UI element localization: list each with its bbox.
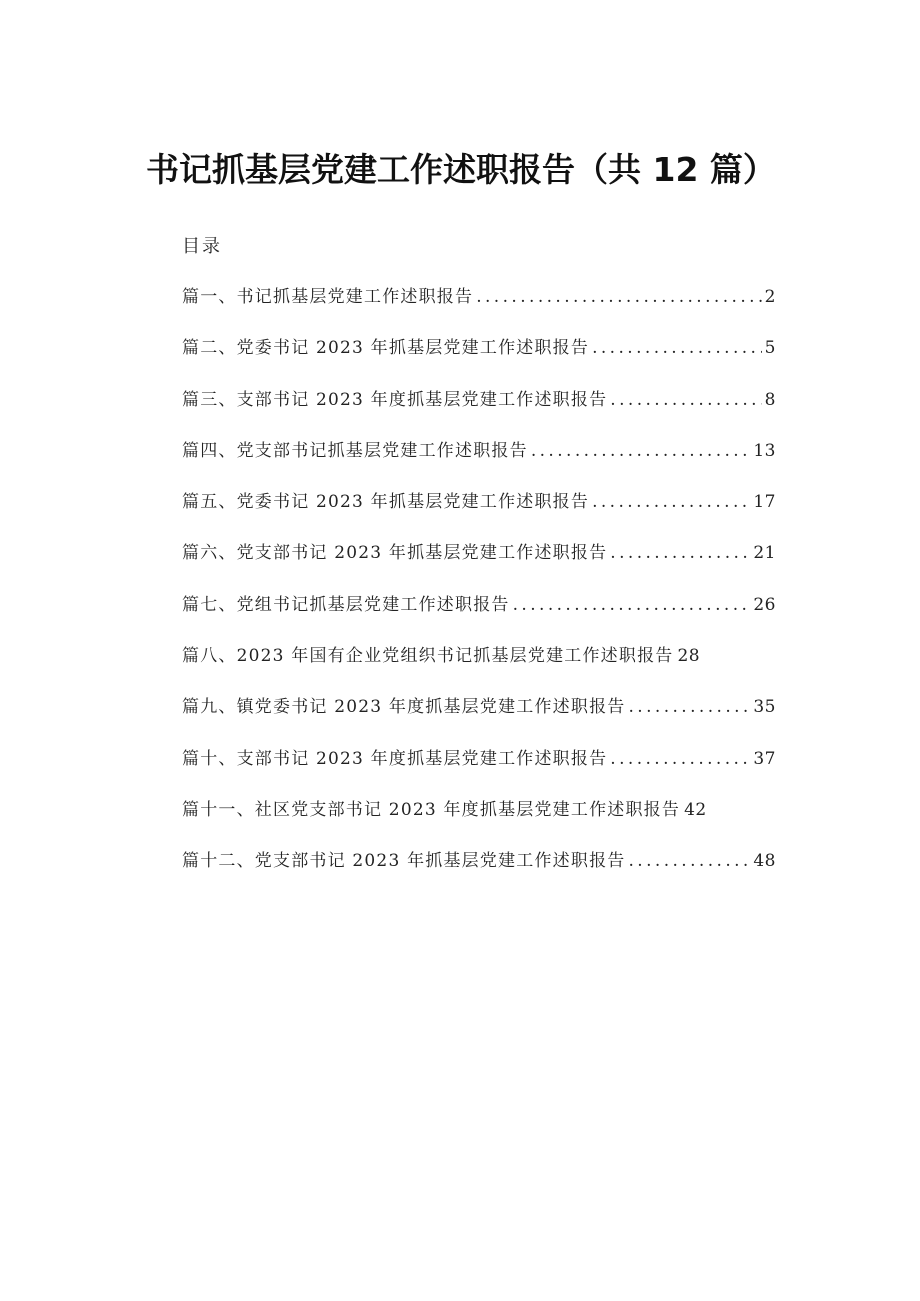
toc-dot-leader — [628, 694, 750, 720]
toc-entry-title: 篇一、书记抓基层党建工作述职报告 — [182, 287, 474, 307]
toc-entry-title: 篇八、2023 年国有企业党组织书记抓基层党建工作述职报告 — [182, 646, 674, 667]
toc-dot-leader — [513, 592, 751, 618]
toc-entry-title: 篇十一、社区党支部书记 2023 年度抓基层党建工作述职报告 — [182, 799, 681, 820]
toc-entry[interactable] — [182, 797, 776, 848]
toc-entry[interactable] — [182, 643, 776, 694]
toc-entry[interactable] — [182, 540, 776, 591]
toc-page-number: 37 — [753, 748, 776, 769]
toc-page-number: 5 — [764, 338, 776, 359]
toc-dot-leader — [592, 489, 750, 515]
toc-page-number: 8 — [764, 389, 776, 410]
toc-dot-leader — [592, 335, 762, 361]
toc-page-number: 2 — [764, 287, 776, 307]
toc-page-number: 42 — [684, 799, 707, 820]
toc-entry[interactable] — [182, 438, 776, 489]
toc-heading: 目录 — [182, 236, 222, 257]
toc-entry[interactable] — [182, 746, 776, 797]
toc-entry-title: 篇七、党组书记抓基层党建工作述职报告 — [182, 594, 510, 615]
toc-page-number: 26 — [753, 594, 776, 615]
toc-entry-title: 篇五、党委书记 2023 年抓基层党建工作述职报告 — [182, 492, 590, 513]
toc-entry-title: 篇六、党支部书记 2023 年抓基层党建工作述职报告 — [182, 543, 608, 564]
toc-page-number: 17 — [753, 492, 776, 513]
toc-dot-leader — [628, 848, 750, 874]
toc-dot-leader — [610, 746, 750, 772]
toc-entry[interactable] — [182, 592, 776, 643]
toc-entry-title: 篇二、党委书记 2023 年抓基层党建工作述职报告 — [182, 338, 590, 359]
toc-entry-title: 篇四、党支部书记抓基层党建工作述职报告 — [182, 440, 528, 461]
toc-entry[interactable] — [182, 848, 776, 899]
table-of-contents — [182, 284, 776, 900]
toc-page-number: 48 — [753, 851, 776, 872]
toc-entry-title: 篇九、镇党委书记 2023 年度抓基层党建工作述职报告 — [182, 697, 626, 718]
toc-page-number: 21 — [753, 543, 776, 564]
toc-entry[interactable] — [182, 387, 776, 438]
document-title: 书记抓基层党建工作述职报告（共 12 篇） — [146, 150, 776, 189]
toc-entry[interactable] — [182, 335, 776, 386]
toc-entry-title: 篇十二、党支部书记 2023 年抓基层党建工作述职报告 — [182, 851, 626, 872]
toc-entry-title: 篇十、支部书记 2023 年度抓基层党建工作述职报告 — [182, 748, 608, 769]
toc-dot-leader — [531, 438, 751, 464]
toc-page-number: 35 — [753, 697, 776, 718]
toc-entry[interactable] — [182, 489, 776, 540]
toc-dot-leader — [476, 284, 761, 310]
toc-page-number: 13 — [753, 440, 776, 461]
toc-entry[interactable] — [182, 284, 776, 335]
toc-page-number: 28 — [677, 646, 701, 667]
toc-entry[interactable] — [182, 694, 776, 745]
toc-entry-title: 篇三、支部书记 2023 年度抓基层党建工作述职报告 — [182, 389, 608, 410]
toc-dot-leader — [610, 387, 761, 413]
toc-dot-leader — [610, 540, 750, 566]
